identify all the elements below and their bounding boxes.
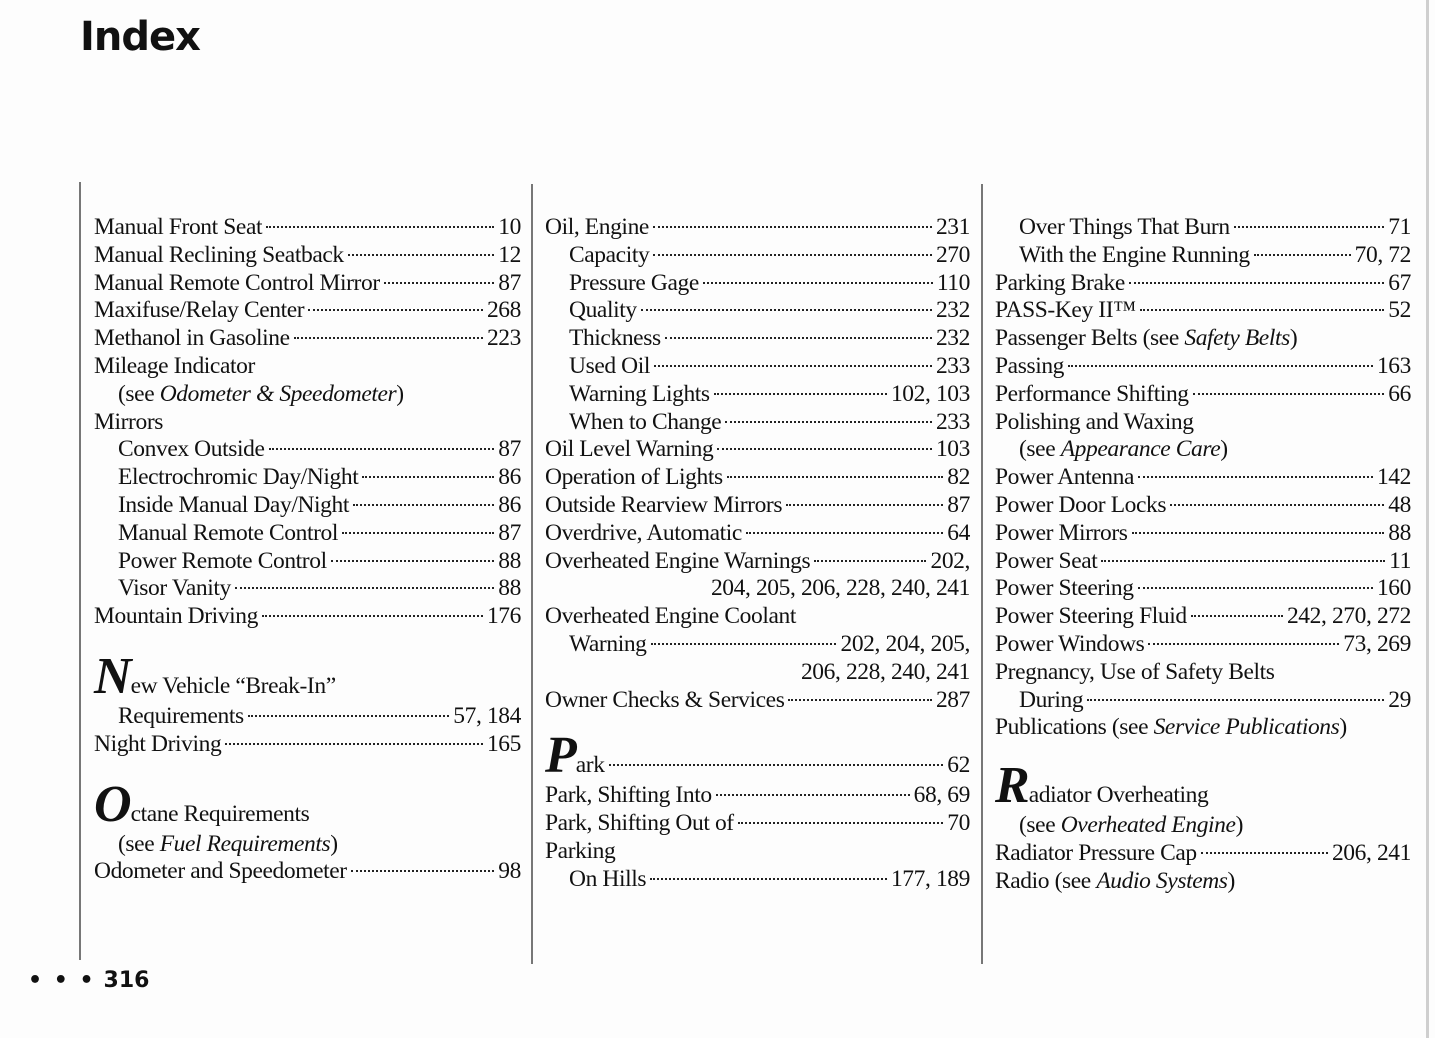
entry-label: ew Vehicle “Break-In”: [130, 672, 336, 699]
entry-label: Odometer and Speedometer: [94, 858, 347, 885]
index-entry: [94, 858, 521, 886]
entry-label: Park, Shifting Into: [545, 782, 712, 809]
index-entry: [94, 270, 521, 298]
page-edge-shadow: [1426, 0, 1429, 1038]
see-close: ): [1289, 325, 1298, 352]
entry-label: Polishing and Waxing: [995, 408, 1194, 435]
page-ref: 110: [936, 269, 970, 296]
section-heading-o: [94, 775, 521, 833]
dot-leader: [653, 254, 932, 256]
section-letter: R: [995, 757, 1028, 815]
index-column-3: [995, 214, 1411, 896]
index-entry: [995, 353, 1411, 381]
dot-leader: [1140, 309, 1385, 311]
entry-label: Capacity: [569, 241, 650, 268]
page-ref: 204, 205, 206, 228, 240, 241: [710, 575, 970, 602]
page-ref: 242, 270, 272: [1286, 603, 1411, 630]
page-ref: 52: [1388, 297, 1411, 324]
entry-label: Parking: [545, 837, 616, 864]
entry-label: Used Oil: [569, 352, 651, 379]
dot-leader: [1087, 699, 1384, 701]
dot-leader: [1132, 532, 1385, 534]
entry-label: With the Engine Running: [1019, 241, 1250, 268]
index-entry-continuation: [995, 687, 1411, 715]
entry-label: Maxifuse/Relay Center: [94, 297, 305, 324]
index-entry: [94, 603, 521, 631]
dot-leader: [342, 532, 494, 534]
see-reference: [995, 812, 1411, 840]
page-ref: 12: [498, 241, 521, 268]
section-letter: O: [94, 775, 130, 833]
see-reference: [995, 868, 1411, 896]
entry-label: Operation of Lights: [545, 464, 723, 491]
page-ref-continuation: [545, 575, 970, 603]
section-gap: [94, 631, 521, 651]
dot-leader: [353, 504, 494, 506]
entry-label: Power Seat: [995, 547, 1098, 574]
page-ref: 71: [1388, 214, 1411, 240]
index-entry: [94, 297, 521, 325]
index-entry: [995, 464, 1411, 492]
entry-label: On Hills: [569, 865, 647, 892]
page-ref: 70, 72: [1354, 241, 1411, 268]
entry-label: Owner Checks & Services: [545, 686, 785, 713]
page-number: 316: [103, 968, 150, 993]
dot-leader: [650, 878, 887, 880]
entry-label: Over Things That Burn: [1019, 214, 1230, 240]
section-gap: [545, 714, 970, 730]
page-ref: 165: [486, 730, 521, 757]
index-entry: [545, 214, 970, 242]
entry-label: Power Antenna: [995, 464, 1135, 491]
page-ref: 232: [935, 297, 970, 324]
index-entry: [995, 631, 1411, 659]
page-ref: 176: [486, 603, 521, 630]
entry-label: Passing: [995, 352, 1065, 379]
index-entry: [94, 242, 521, 270]
see-close: ): [330, 830, 338, 857]
entry-label: ctane Requirements: [130, 800, 310, 827]
page-ref: 270: [935, 241, 970, 268]
entry-label: Power Door Locks: [995, 491, 1167, 518]
page-ref: 268: [486, 297, 521, 324]
index-column-2: [545, 214, 970, 894]
dot-leader: [653, 226, 932, 228]
entry-label: ark: [575, 752, 605, 779]
dot-leader: [716, 794, 910, 796]
page-title: Index: [80, 14, 200, 60]
dot-leader: [1234, 226, 1385, 228]
dot-leader: [714, 393, 887, 395]
index-entry-continuation: [545, 631, 970, 659]
dot-leader: [331, 560, 495, 562]
dot-leader: [727, 476, 944, 478]
see-reference: [995, 436, 1411, 464]
index-subentry: [94, 436, 521, 464]
page-ref: 160: [1376, 575, 1411, 602]
index-entry: [995, 381, 1411, 409]
dot-leader: [1191, 615, 1283, 617]
index-entry: [995, 297, 1411, 325]
dot-leader: [348, 254, 495, 256]
index-entry: [545, 436, 970, 464]
entry-label: Passenger Belts (see: [995, 325, 1185, 352]
dot-leader: [351, 870, 495, 872]
page-ref: 177, 189: [890, 865, 970, 892]
section-letter: N: [94, 647, 130, 705]
entry-label: Power Steering: [995, 575, 1134, 602]
entry-label: Warning Lights: [569, 380, 710, 407]
entry-label: Warning: [569, 630, 647, 657]
see-text: (see: [1019, 436, 1061, 463]
index-entry: [995, 840, 1411, 868]
see-reference: [995, 325, 1411, 353]
dot-leader: [814, 560, 926, 562]
page-ref: 98: [498, 858, 521, 885]
entry-label: During: [1019, 686, 1084, 713]
index-entry: [545, 838, 970, 866]
entry-label: Power Mirrors: [995, 519, 1128, 546]
page-ref: 73, 269: [1343, 630, 1411, 657]
page-ref-continuation: [545, 659, 970, 687]
entry-label: Visor Vanity: [118, 575, 231, 602]
page-ref: 88: [498, 547, 521, 574]
see-target: Overheated Engine: [1060, 812, 1236, 839]
entry-label: Inside Manual Day/Night: [118, 491, 349, 518]
entry-label: Overdrive, Automatic: [545, 519, 742, 546]
see-close: ): [1339, 714, 1347, 741]
dot-leader: [788, 699, 931, 701]
dot-leader: [1170, 504, 1384, 506]
index-subentry: [545, 353, 970, 381]
index-entry: [995, 548, 1411, 576]
dot-leader: [294, 337, 483, 339]
page-ref: 57, 184: [453, 702, 521, 729]
entry-label: Oil Level Warning: [545, 436, 714, 463]
entry-label: Overheated Engine Coolant: [545, 603, 797, 630]
see-target: Odometer & Speedometer: [159, 380, 397, 407]
index-entry: [94, 731, 521, 759]
dot-leader: [1193, 393, 1385, 395]
entry-label: Park, Shifting Out of: [545, 810, 734, 837]
entry-label: Thickness: [569, 325, 661, 352]
dot-leader: [786, 504, 943, 506]
dot-leader: [703, 282, 933, 284]
entry-label: When to Change: [569, 408, 722, 435]
entry-label: Manual Front Seat: [94, 214, 263, 240]
dot-leader: [1148, 643, 1339, 645]
index-entry: [94, 409, 521, 437]
dot-leader: [738, 822, 944, 824]
index-subentry: [545, 297, 970, 325]
index-subentry: [545, 866, 970, 894]
index-subentry: [995, 214, 1411, 242]
page-ref: 82: [947, 464, 970, 491]
index-entry: [995, 520, 1411, 548]
dot-leader: [1201, 852, 1328, 854]
entry-label: Methanol in Gasoline: [94, 325, 290, 352]
dot-leader: [308, 309, 483, 311]
entry-label: Power Windows: [995, 630, 1145, 657]
index-column-1: [94, 214, 521, 886]
page-ref: 233: [935, 408, 970, 435]
entry-label: Radio (see: [995, 867, 1097, 894]
entry-label: Manual Remote Control: [118, 519, 339, 546]
entry-label: Mountain Driving: [94, 603, 258, 630]
index-subentry: [94, 548, 521, 576]
page-ref: 163: [1376, 352, 1411, 379]
index-entry: [995, 575, 1411, 603]
index-entry: [94, 214, 521, 242]
dot-leader: [225, 743, 483, 745]
dot-leader: [641, 309, 932, 311]
see-target: Service Publications: [1153, 714, 1340, 741]
dot-leader: [651, 643, 837, 645]
section-letter: P: [545, 727, 575, 785]
section-heading-r: [995, 757, 1411, 815]
entry-label: Outside Rearview Mirrors: [545, 491, 783, 518]
entry-label: Overheated Engine Warnings: [545, 547, 811, 574]
entry-label: Mirrors: [94, 408, 163, 435]
index-entry: [94, 353, 521, 381]
index-entry: [995, 409, 1411, 437]
entry-label: PASS-Key II™: [995, 297, 1136, 324]
page-ref: 232: [935, 325, 970, 352]
see-reference: [995, 714, 1411, 742]
page-ref: 62: [947, 752, 970, 779]
page-ref: 86: [498, 464, 521, 491]
page-ref: 67: [1388, 269, 1411, 296]
page-ref: 102, 103: [890, 380, 970, 407]
page-ref: 88: [498, 575, 521, 602]
dot-leader: [1068, 365, 1373, 367]
page-ref: 87: [498, 269, 521, 296]
section-gap: [94, 759, 521, 779]
dot-leader: [1101, 560, 1385, 562]
index-entry-continuation: [94, 703, 521, 731]
entry-label: Mileage Indicator: [94, 352, 255, 379]
page-ref: 48: [1388, 491, 1411, 518]
entry-label: Convex Outside: [118, 436, 265, 463]
see-text: (see: [118, 380, 160, 407]
section-gap: [995, 742, 1411, 760]
index-subentry: [545, 409, 970, 437]
page-ref: 223: [486, 325, 521, 352]
dot-leader: [269, 448, 495, 450]
index-entry: [545, 520, 970, 548]
dot-leader: [362, 476, 494, 478]
entry-label: Manual Remote Control Mirror: [94, 269, 380, 296]
index-subentry: [94, 464, 521, 492]
entry-label: Oil, Engine: [545, 214, 649, 240]
page-ref: 64: [947, 519, 970, 546]
page-ref: 10: [498, 214, 521, 240]
dot-leader: [1138, 476, 1373, 478]
see-close: ): [1220, 436, 1228, 463]
dot-leader: [654, 365, 932, 367]
index-subentry: [545, 270, 970, 298]
index-entry: [545, 548, 970, 576]
see-text: (see: [1019, 812, 1061, 839]
entry-label: Pregnancy, Use of Safety Belts: [995, 658, 1275, 685]
dot-leader: [384, 282, 495, 284]
dot-leader: [746, 532, 943, 534]
index-entry: [995, 492, 1411, 520]
page-ref: 68, 69: [913, 782, 970, 809]
dot-leader: [609, 764, 944, 766]
see-text: (see: [118, 830, 160, 857]
index-entry: [545, 687, 970, 715]
index-entry: [995, 603, 1411, 631]
entry-label: Power Remote Control: [118, 547, 327, 574]
page-ref: 87: [498, 436, 521, 463]
entry-label: adiator Overheating: [1028, 782, 1209, 809]
entry-label: Night Driving: [94, 730, 222, 757]
see-close: ): [1227, 867, 1235, 894]
entry-label: Pressure Gage: [569, 269, 699, 296]
dot-leader: [235, 587, 494, 589]
index-subentry: [545, 325, 970, 353]
page-ref: 233: [935, 352, 970, 379]
page-ref: 88: [1388, 519, 1411, 546]
entry-label: Power Steering Fluid: [995, 603, 1187, 630]
index-subentry: [545, 242, 970, 270]
see-close: ): [1235, 812, 1243, 839]
dot-leader: [665, 337, 932, 339]
column-rule-left: [79, 182, 81, 960]
entry-label: Publications (see: [995, 714, 1154, 741]
see-reference: [94, 831, 521, 859]
entry-label: Quality: [569, 297, 637, 324]
entry-label: Requirements: [118, 702, 244, 729]
section-heading-p: [545, 727, 970, 785]
page-ref: 87: [947, 491, 970, 518]
page-ref: 231: [935, 214, 970, 240]
see-target: Fuel Requirements: [159, 830, 331, 857]
index-entry: [545, 810, 970, 838]
page-ref: 11: [1389, 547, 1411, 574]
dot-leader: [262, 615, 483, 617]
page-ref: 29: [1388, 686, 1411, 713]
entry-label: Electrochromic Day/Night: [118, 464, 359, 491]
entry-label: Manual Reclining Seatback: [94, 241, 344, 268]
dot-leader: [1254, 254, 1351, 256]
index-entry: [94, 325, 521, 353]
page-ref: 87: [498, 519, 521, 546]
index-subentry: [94, 575, 521, 603]
page-ref: 287: [935, 686, 970, 713]
footer-dots: • • •: [28, 968, 96, 993]
page-ref: 66: [1388, 380, 1411, 407]
page-ref: 70: [947, 810, 970, 837]
index-subentry: [995, 242, 1411, 270]
dot-leader: [248, 715, 450, 717]
dot-leader: [725, 421, 932, 423]
page-ref: 206, 228, 240, 241: [800, 658, 970, 685]
index-subentry: [94, 492, 521, 520]
entry-label: Parking Brake: [995, 269, 1125, 296]
page-ref: 206, 241: [1331, 839, 1411, 866]
dot-leader: [717, 448, 932, 450]
column-rule-right: [981, 184, 983, 964]
page-ref: 142: [1376, 464, 1411, 491]
page-ref: 202,: [930, 547, 970, 574]
section-heading-n: [94, 647, 521, 705]
see-reference: [94, 381, 521, 409]
column-rule-middle: [531, 184, 533, 964]
dot-leader: [1138, 587, 1373, 589]
see-close: ): [396, 380, 404, 407]
entry-label: Radiator Pressure Cap: [995, 839, 1197, 866]
index-entry: [545, 603, 970, 631]
index-entry: [995, 659, 1411, 687]
index-entry: [995, 270, 1411, 298]
index-subentry: [94, 520, 521, 548]
index-entry: [545, 464, 970, 492]
dot-leader: [1129, 282, 1384, 284]
page-ref: 202, 204, 205,: [840, 630, 970, 657]
index-entry: [545, 492, 970, 520]
entry-label: Performance Shifting: [995, 380, 1189, 407]
index-subentry: [545, 381, 970, 409]
see-target: Safety Belts: [1184, 325, 1290, 352]
dot-leader: [266, 226, 494, 228]
page-footer: [28, 968, 149, 993]
see-target: Appearance Care: [1060, 436, 1221, 463]
see-target: Audio Systems: [1096, 867, 1228, 894]
page-ref: 86: [498, 491, 521, 518]
page-ref: 103: [935, 436, 970, 463]
index-entry: [545, 782, 970, 810]
